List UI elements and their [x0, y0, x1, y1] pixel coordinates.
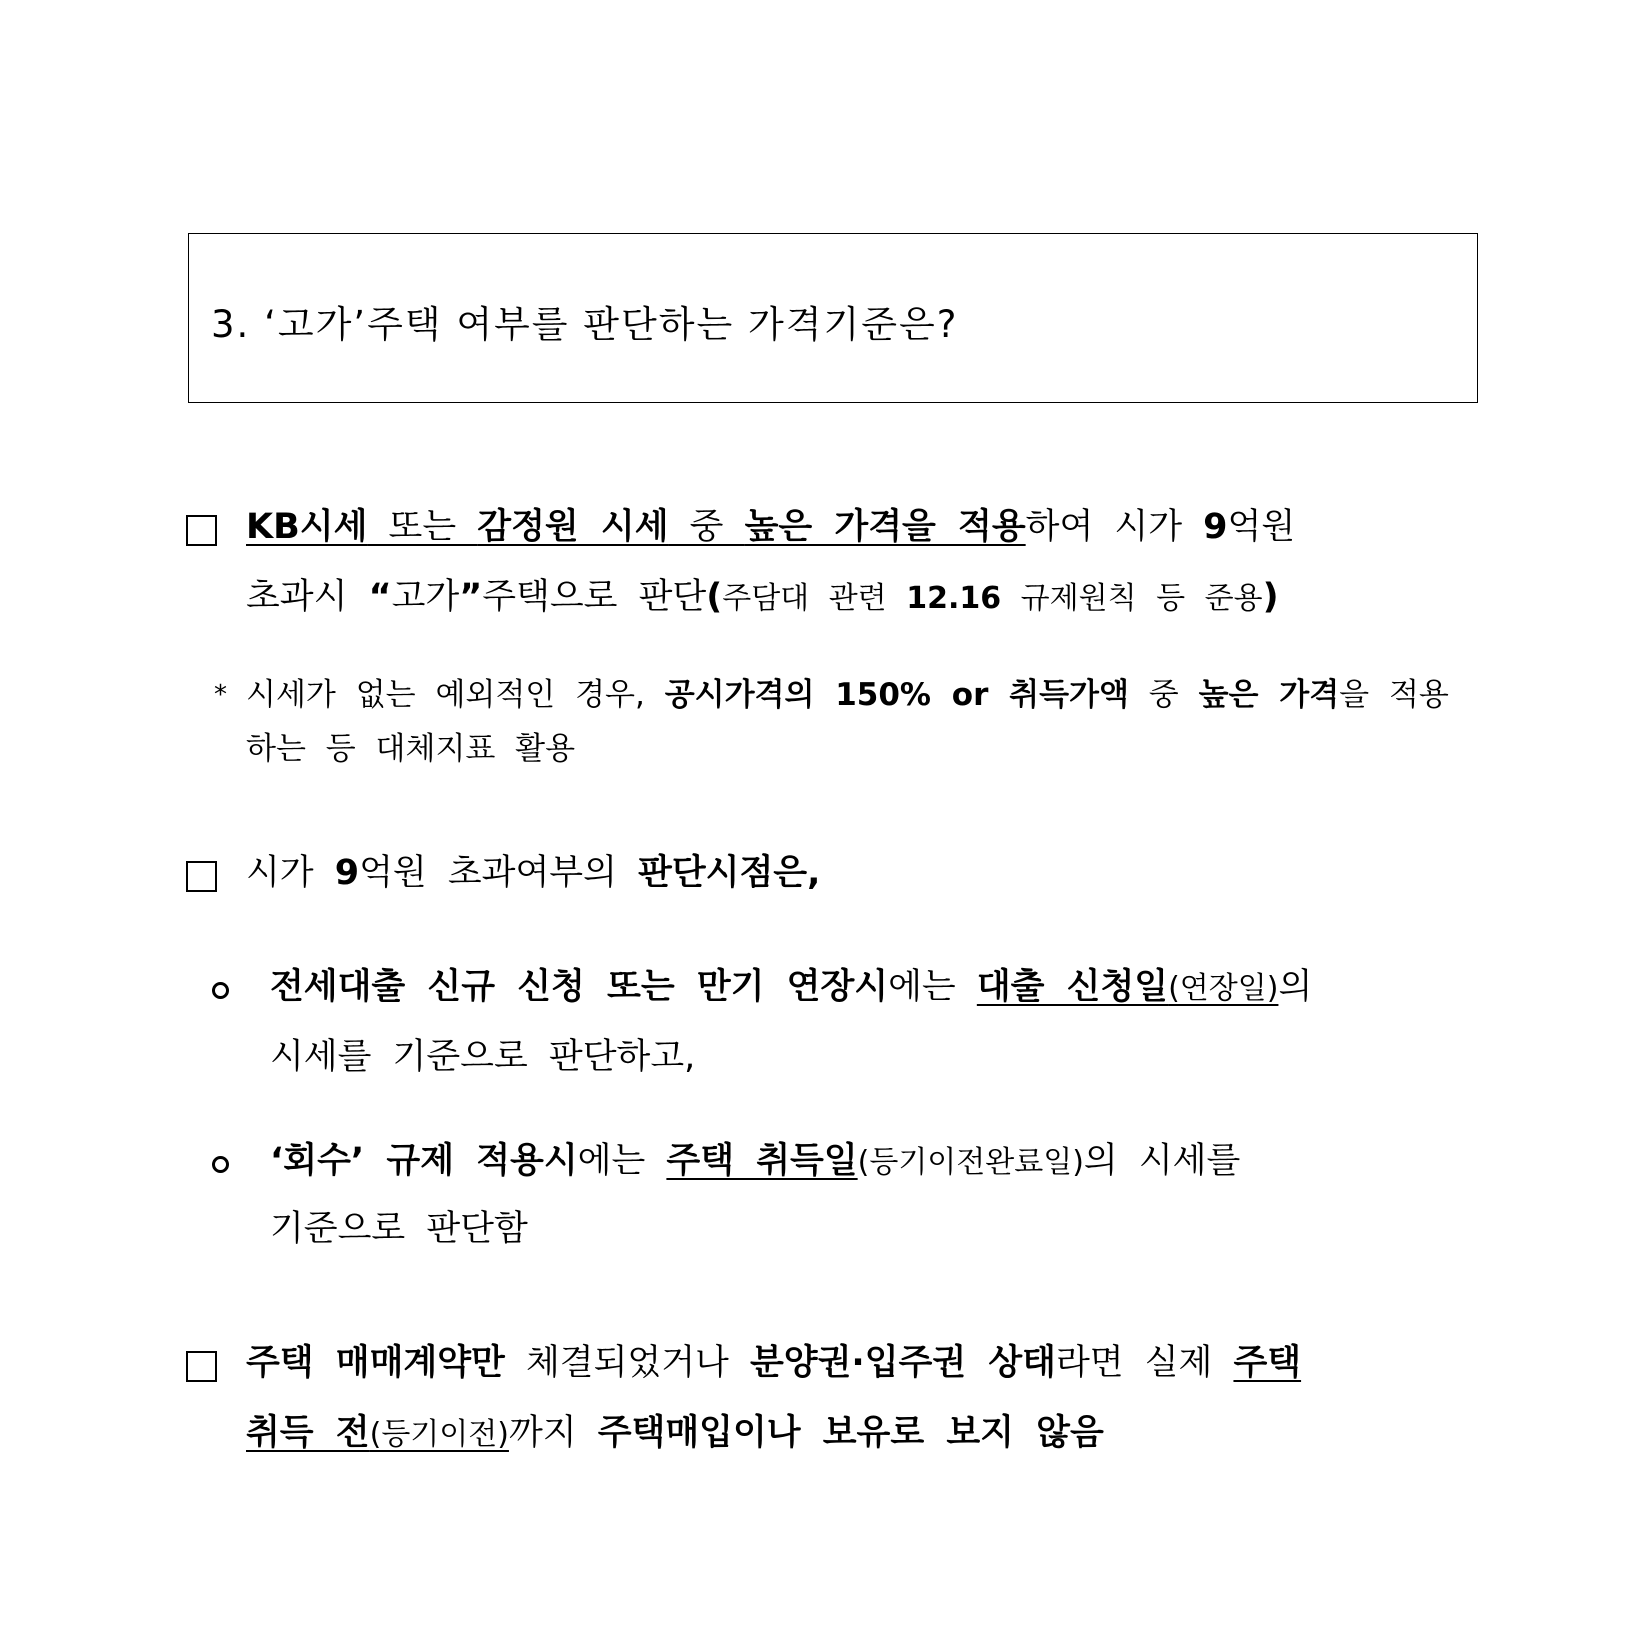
- checkbox-square-icon: [186, 861, 217, 892]
- note-line2: 하는 등 대체지표 활용: [246, 731, 576, 767]
- section3-line1: 주택 매매계약만 체결되었거나 분양권·입주권 상태라면 실제 주택: [246, 1343, 1302, 1383]
- checkbox-square-icon: [186, 515, 217, 546]
- loan-application-date-text: 대출 신청일: [976, 967, 1169, 1007]
- appraisal-price-text: 감정원 시세: [477, 507, 669, 547]
- higher-price-text: 높은 가격을 적용: [744, 507, 1026, 547]
- circle-item1-line2: 시세를 기준으로 판단하고,: [270, 1037, 696, 1077]
- circle-item2-line1: ‘회수’ 규제 적용시에는 주택 취득일(등기이전완료일)의 시세를: [270, 1141, 1241, 1181]
- question-title: 3. ‘고가’주택 여부를 판단하는 가격기준은?: [211, 303, 959, 346]
- question-title-box: [188, 233, 1478, 403]
- circle-bullet-icon: [212, 982, 229, 999]
- house-acquisition-date-text: 주택 취득일: [666, 1141, 858, 1181]
- kb-price-text: KB시세: [246, 507, 368, 547]
- section1-line2: 초과시 “고가”주택으로 판단(주담대 관련 12.16 규제원칙 등 준용): [246, 577, 1279, 617]
- note-line1: 시세가 없는 예외적인 경우, 공시가격의 150% or 취득가액 중 높은 가격을 적용: [246, 677, 1449, 713]
- asterisk-icon: *: [214, 680, 227, 710]
- section2-line1: 시가 9억원 초과여부의 판단시점은,: [246, 853, 821, 893]
- circle-bullet-icon: [212, 1156, 229, 1173]
- checkbox-square-icon: [186, 1351, 217, 1382]
- circle-item1-line1: 전세대출 신규 신청 또는 만기 연장시에는 대출 신청일(연장일)의: [270, 967, 1313, 1007]
- section1-line1: KB시세 또는 감정원 시세 중 높은 가격을 적용하여 시가 9억원: [246, 507, 1296, 547]
- section3-line2: 취득 전(등기이전)까지 주택매입이나 보유로 보지 않음: [246, 1413, 1104, 1453]
- circle-item2-line2: 기준으로 판단함: [270, 1209, 528, 1249]
